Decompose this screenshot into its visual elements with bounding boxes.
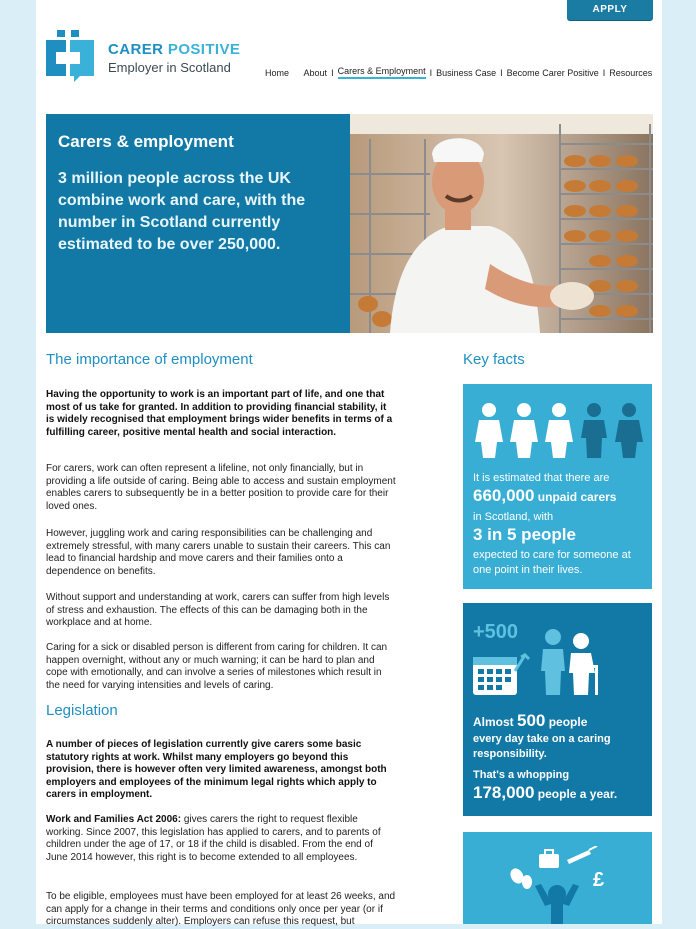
fact2-line3: responsibility.	[473, 748, 547, 760]
legislation-intro: A number of pieces of legislation currently give carers some basic statutory rights at work. Whilst many employers go beyond this provision, there is however often very limited awareness, amongst both employers and employees of the minimum legal rights which apply to carers in employment.	[46, 739, 387, 800]
fact1-big-suffix: unpaid carers	[534, 490, 617, 504]
importance-paragraph-2: However, juggling work and caring responsibilities can be challenging and extremely stressful, with many carers unable to sustain their careers. This can lead to financial hardship and move carers and their families onto a dependence on benefits.	[46, 528, 391, 577]
fact1-line3: expected to care for someone at	[473, 549, 631, 561]
pound-sign-icon: £	[593, 869, 605, 891]
hero-title: Carers & employment	[58, 132, 234, 151]
nav-about[interactable]: About	[303, 67, 328, 78]
fact2-year-row	[473, 783, 617, 803]
carer-juggling-icon	[505, 846, 615, 929]
fact2-almost: Almost	[473, 715, 518, 729]
fact1-line4: one point in their lives.	[473, 564, 583, 576]
nav-become-carer-positive[interactable]: Become Carer Positive	[506, 67, 599, 78]
nav-carers-employment[interactable]: Carers & Employment	[338, 66, 426, 79]
nav-home[interactable]: Home	[265, 67, 290, 78]
fact2-big-suffix: people	[545, 715, 588, 729]
fact2-line2: every day take on a caring	[473, 733, 611, 745]
nav-separator: I	[500, 67, 503, 78]
logo-title-positive: POSITIVE	[167, 41, 241, 58]
fact1-line2: in Scotland, with	[473, 511, 554, 523]
nav-business-case[interactable]: Business Case	[436, 67, 497, 78]
importance-paragraph-4: Caring for a sick or disabled person is different from caring for children. It can happen overnight, without any or much warning; it can be hard to plan and cope with emotionally, and can involve a series of milestones which result in the need for varying intensities and levels of caring.	[46, 642, 388, 691]
nav-separator: I	[429, 67, 433, 78]
calendar-icon	[471, 647, 531, 702]
key-facts-heading: Key facts	[463, 351, 525, 368]
legislation-heading: Legislation	[46, 702, 118, 719]
fact2-year-number: 178,000	[473, 783, 535, 802]
main-nav	[265, 66, 652, 79]
importance-paragraph-3: Without support and understanding at work, carers can suffer from high levels of stress and exhaustion. The effects of this can be damaging both in the workplace and at home.	[46, 592, 390, 628]
fact1-stat-row	[473, 486, 616, 506]
fact1-line1: It is estimated that there are	[473, 472, 610, 484]
act-name: Work and Families Act 2006:	[46, 814, 182, 825]
hero-subtitle: 3 million people across the UK combine work and care, with the number in Scotland currently estimated to be over 250,000.	[58, 170, 306, 253]
legislation-act-paragraph	[46, 814, 396, 864]
fact2-year-suffix: people a year.	[534, 787, 618, 801]
importance-intro: Having the opportunity to work is an important part of life, and one that most of us take for granted. In addition to providing financial stability, it is widely recognised that employment brings wider benefits in terms of a fulfilling career, positive mental health and social interaction.	[46, 389, 393, 438]
fact2-almost-row	[473, 711, 587, 731]
hero-text-panel	[46, 114, 350, 333]
fact1-big-number: 660,000	[473, 486, 535, 505]
nav-separator: I	[331, 67, 334, 78]
nav-separator: I	[602, 67, 606, 78]
carer-and-elderly-icon	[535, 627, 607, 702]
logo-subtitle: Employer in Scotland	[108, 60, 231, 75]
people-group-icon	[473, 402, 643, 465]
plus-500-badge: +500	[473, 621, 519, 643]
importance-paragraph-1: For carers, work can often represent a lifeline, not only financially, but in providing a life outside of caring. Being able to access and sustain employment enables carers to subsequently be in a better position to provide care for their loved ones.	[46, 463, 396, 512]
logo-title	[108, 41, 240, 58]
fact2-big-number: 500	[517, 711, 546, 730]
fact2-line4: That's a whopping	[473, 769, 570, 781]
fact1-ratio: 3 in 5 people	[473, 525, 576, 544]
fact-card-caring-tasks	[463, 832, 652, 924]
fact-card-carers	[463, 384, 652, 589]
apply-button[interactable]: APPLY	[567, 0, 653, 20]
legislation-eligibility-paragraph: To be eligible, employees must have been employed for at least 26 weeks, and can apply for a change in their terms and conditions only once per year (or if circumstances suddenly alter). Employers can refuse this request, but	[46, 891, 396, 927]
act-text: gives carers the right to request flexible working. Since 2007, this legislation has applied to carers, and to parents of children under the age of 17, or 18 if the child is disabled. From the end of June 2014 however, this right is to become extended to all employees.	[46, 814, 381, 863]
nav-resources[interactable]: Resources	[609, 67, 653, 78]
logo-title-carer: CARER	[108, 41, 164, 58]
hero-photo-baker	[350, 114, 653, 333]
carer-positive-logo-icon[interactable]	[46, 30, 94, 82]
hero-banner	[46, 114, 653, 333]
fact-card-daily	[463, 603, 652, 816]
importance-heading: The importance of employment	[46, 351, 253, 368]
